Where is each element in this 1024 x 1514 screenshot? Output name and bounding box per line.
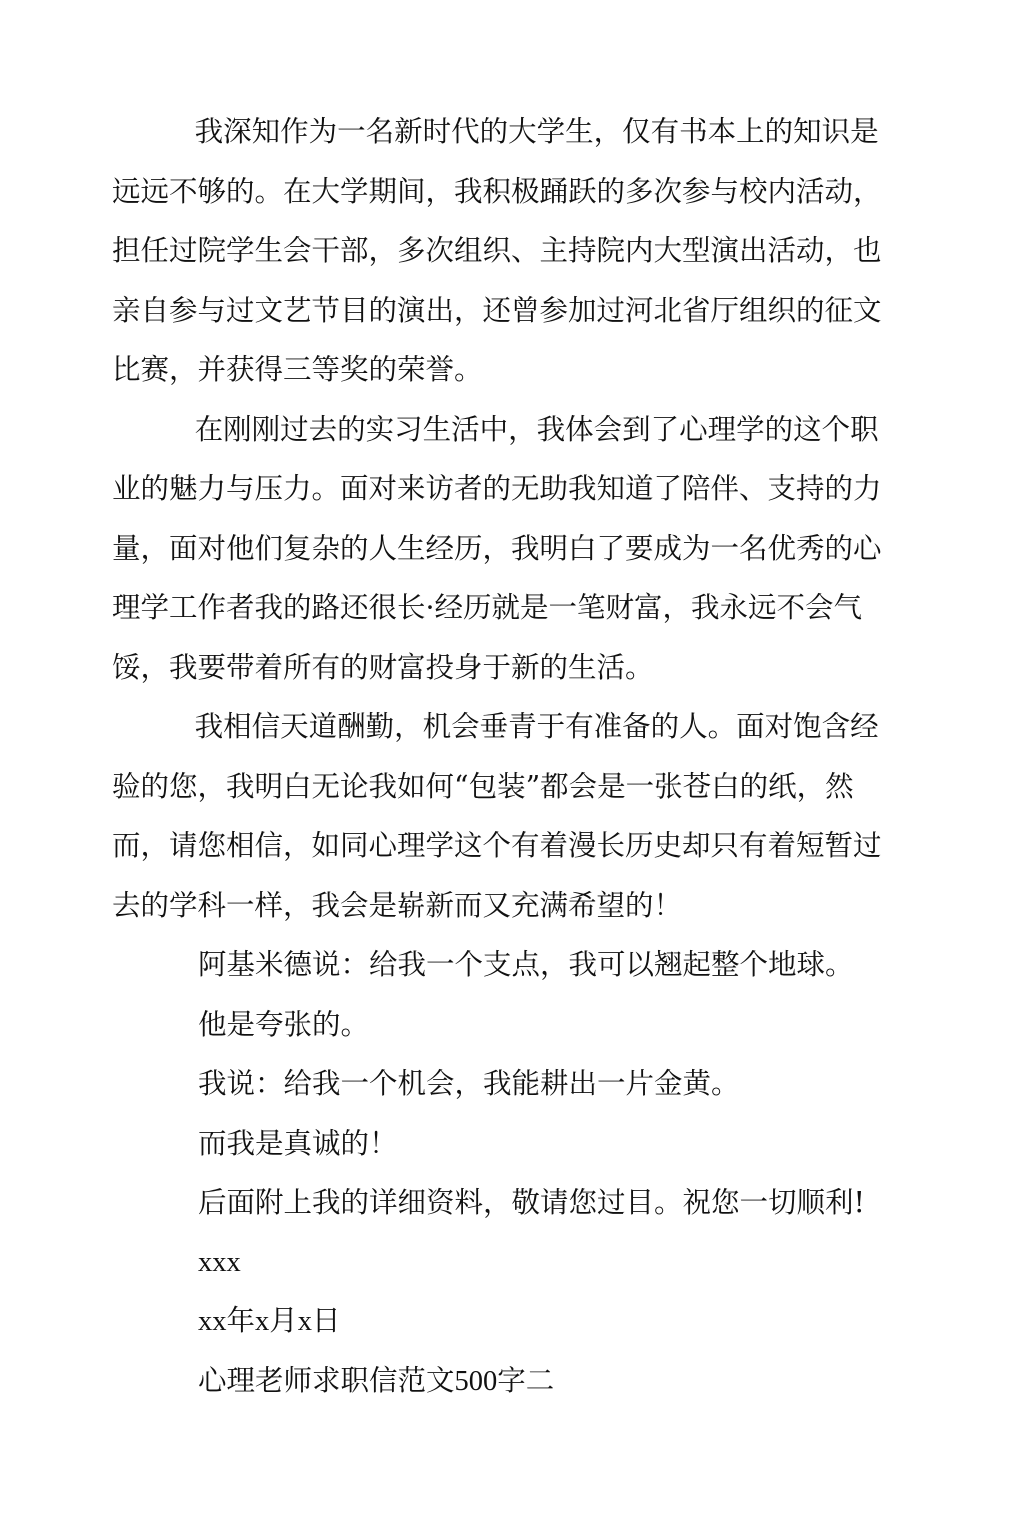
line-exaggeration: 他是夸张的。 [198, 1007, 370, 1041]
next-section-title: 心理老师求职信范文500字二 [198, 1365, 555, 1397]
line-sincerity: 而我是真诚的！ [198, 1126, 398, 1160]
letter-body [112, 102, 892, 1411]
paragraph-belief: 我相信天道酬勤，机会垂青于有准备的人。面对饱含经验的您，我明白无论我如何“包装”都会是一张苍白的纸，然而，请您相信，如同心理学这个有着漫长历史却只有着短暂过去的学科一样，我会是崭新而又充满希望的！ [112, 710, 882, 922]
line-closing: 后面附上我的详细资料，敬请您过目。祝您一切顺利! [198, 1186, 865, 1219]
line-archimedes: 阿基米德说：给我一个支点，我可以翘起整个地球。 [198, 948, 854, 981]
paragraph-experience: 我深知作为一名新时代的大学生，仅有书本上的知识是远远不够的。在大学期间，我积极踊跃的多次参与校内活动，担任过院学生会干部，多次组织、主持院内大型演出活动，也亲自参与过文艺节目的演出，还曾参加过河北省厅组织的征文比赛，并获得三等奖的荣誉。 [112, 115, 882, 386]
paragraph-internship: 在刚刚过去的实习生活中，我体会到了心理学的这个职业的魅力与压力。面对来访者的无助我知道了陪伴、支持的力量，面对他们复杂的人生经历，我明白了要成为一名优秀的心理学工作者我的路还很长·经历就是一笔财富，我永远不会气馁，我要带着所有的财富投身于新的生活。 [112, 412, 882, 684]
signature-name: xxx [198, 1246, 241, 1278]
line-opportunity: 我说：给我一个机会，我能耕出一片金黄。 [198, 1067, 740, 1100]
signature-date: xx年x月x日 [198, 1306, 341, 1337]
